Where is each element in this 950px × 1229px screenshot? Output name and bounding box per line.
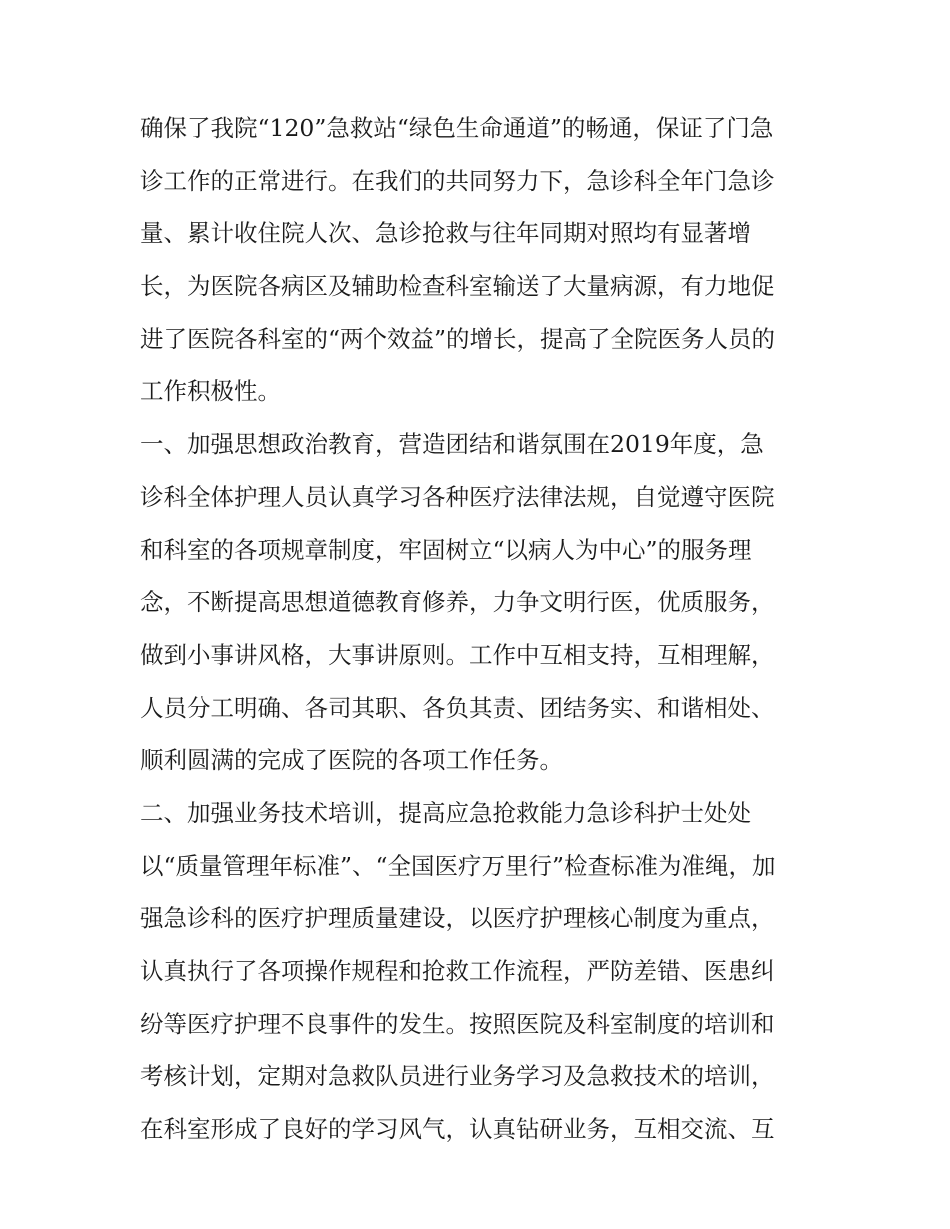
- text-line: 顺利圆满的完成了医院的各项工作任务。: [140, 746, 563, 775]
- text-line: 工作积极性。: [140, 377, 281, 406]
- text-line: 量、累计收住院人次、急诊抢救与往年同期对照均有显著增: [140, 219, 751, 248]
- text-line: 考核计划，定期对急救队员进行业务学习及急救技术的培训，: [140, 1062, 775, 1091]
- text-line: 人员分工明确、各司其职、各负其责、团结务实、和谐相处、: [140, 693, 775, 722]
- text-line: 在科室形成了良好的学习风气，认真钻研业务，互相交流、互: [140, 1115, 775, 1144]
- text-line: 诊科全体护理人员认真学习各种医疗法律法规，自觉遵守医院: [140, 482, 775, 511]
- section-heading-line: 一、加强思想政治教育，营造团结和谐氛围在2019年度，急: [140, 430, 764, 459]
- text-line: 认真执行了各项操作规程和抢救工作流程，严防差错、医患纠: [140, 957, 775, 985]
- text-line: 纷等医疗护理不良事件的发生。按照医院及科室制度的培训和: [140, 1009, 775, 1038]
- body-text: [140, 102, 820, 1156]
- text-line: 以“质量管理年标准”、“全国医疗万里行”检查标准为准绳，加: [140, 851, 776, 880]
- text-line: 和科室的各项规章制度，牢固树立“以病人为中心”的服务理: [140, 535, 752, 564]
- text-line: 确保了我院“120”急救站“绿色生命通道”的畅通，保证了门急: [140, 114, 774, 142]
- text-line: 进了医院各科室的“两个效益”的增长，提高了全院医务人员的: [140, 324, 776, 353]
- text-line: 诊工作的正常进行。在我们的共同努力下，急诊科全年门急诊: [140, 166, 775, 195]
- text-line: 强急诊科的医疗护理质量建设，以医疗护理核心制度为重点，: [140, 904, 775, 933]
- section-heading-line: 二、加强业务技术培训，提高应急抢救能力急诊科护士处处: [140, 798, 751, 827]
- text-line: 念，不断提高思想道德教育修养，力争文明行医，优质服务，: [140, 588, 775, 617]
- text-line: 长，为医院各病区及辅助检查科室输送了大量病源，有力地促: [140, 272, 775, 301]
- text-line: 做到小事讲风格，大事讲原则。工作中互相支持，互相理解，: [140, 640, 775, 669]
